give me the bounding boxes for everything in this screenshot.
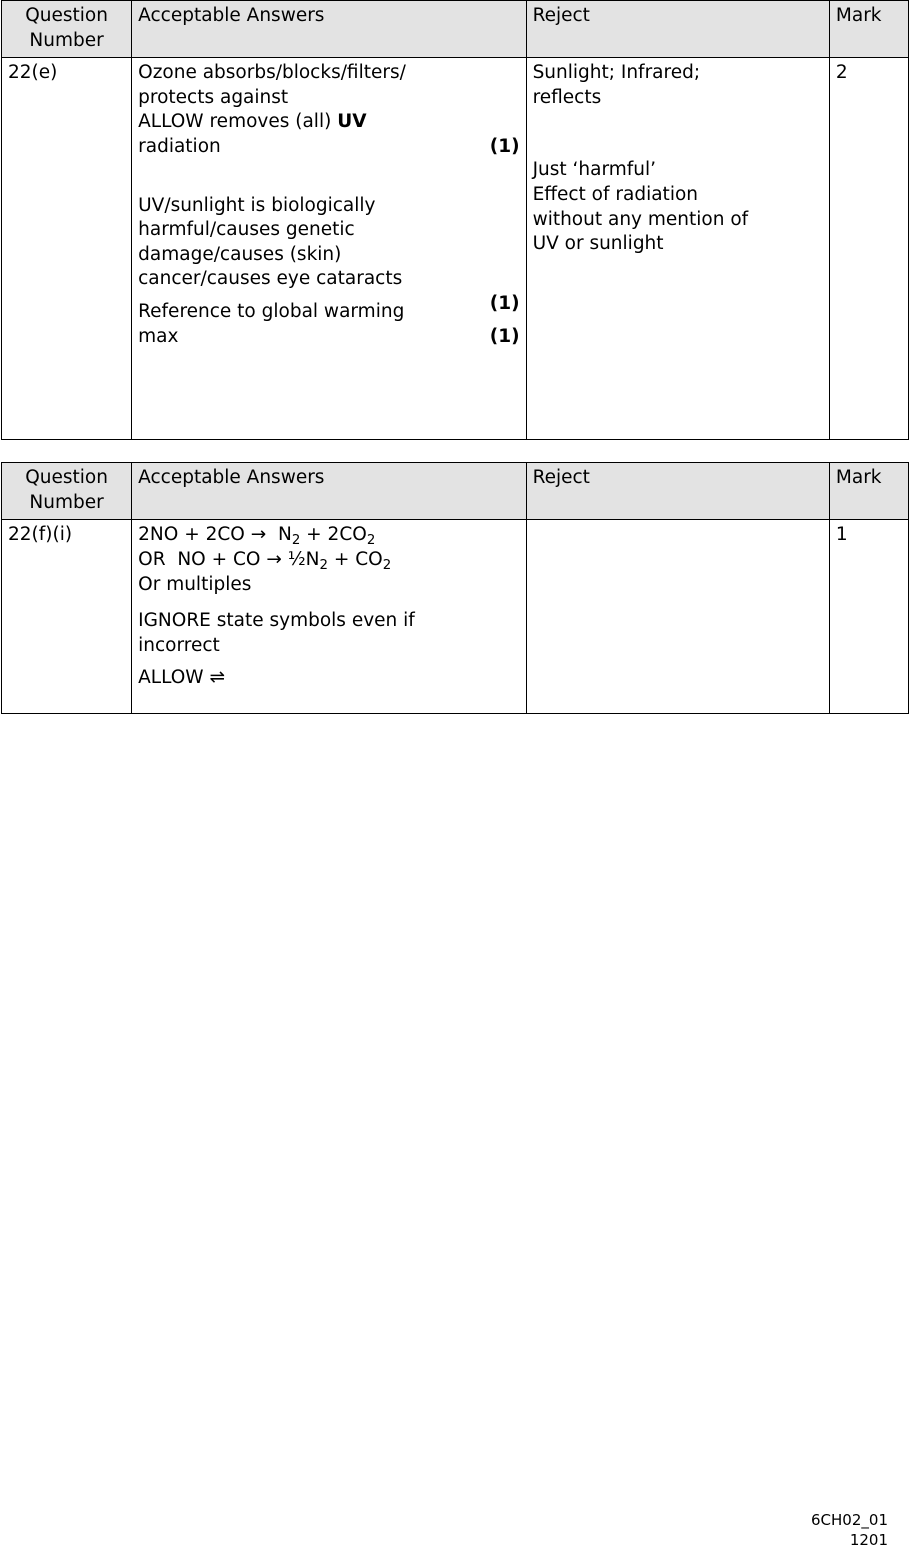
header-question-line1: Question <box>25 5 108 26</box>
answer-line-text: max <box>138 325 179 347</box>
header-mark: Mark <box>829 463 908 520</box>
answer-line: UV/sunlight is biologically <box>138 194 376 216</box>
table-header-row <box>2 463 909 520</box>
answer-line-with-mark <box>138 135 519 160</box>
answer-line-allow: ALLOW ⇌ <box>138 667 225 689</box>
footer-page-number: 1201 <box>849 1530 888 1549</box>
reject-cell <box>526 520 829 714</box>
answer-line-with-mark <box>138 325 519 350</box>
reject-line: Just ‘harmful’ <box>532 159 657 181</box>
acceptable-answers-cell <box>132 520 526 714</box>
mark-tag: (1) <box>489 135 520 157</box>
reject-cell <box>526 58 829 440</box>
table-row <box>2 58 909 440</box>
answer-line: Or multiples <box>138 573 252 595</box>
equation-line-2: OR NO + CO → $\frac{1}{2}N_2 + CO_2$ <box>138 548 392 573</box>
header-acceptable-answers: Acceptable Answers <box>132 463 526 520</box>
answer-line: cancer/causes eye cataracts <box>138 268 403 290</box>
answer-line-text: radiation <box>138 135 221 157</box>
mark-cell: 1 <box>829 520 908 714</box>
answer-line-allow: ALLOW removes (all) UV <box>138 111 367 133</box>
reject-line: Effect of radiation <box>532 183 698 205</box>
table-row <box>2 520 909 714</box>
mark-tag: (1) <box>489 325 520 347</box>
header-acceptable-answers: Acceptable Answers <box>132 1 526 58</box>
answer-line: Reference to global warming <box>138 300 405 322</box>
header-question-line2: Number <box>29 491 104 513</box>
answer-line: harmful/causes genetic <box>138 219 355 241</box>
reject-line: Sunlight; Infrared; <box>532 62 701 84</box>
page-footer <box>811 1510 888 1551</box>
header-reject: Reject <box>526 463 829 520</box>
equation-line-1: $2NO + 2CO \to N_2 + 2CO_2$ <box>138 524 376 549</box>
answer-block-3 <box>138 300 519 349</box>
header-question-line2: Number <box>29 29 104 51</box>
reject-block-2 <box>533 158 823 256</box>
reject-line: reflects <box>532 86 602 108</box>
table-header-row <box>2 1 909 58</box>
bold-uv: UV <box>337 111 367 133</box>
answer-line: incorrect <box>138 634 220 656</box>
mark-tag: (1) <box>489 292 520 314</box>
header-mark: Mark <box>829 1 908 58</box>
table-spacer <box>0 440 911 462</box>
reject-line: UV or sunlight <box>532 233 664 255</box>
footer-paper-code: 6CH02_01 <box>811 1510 888 1529</box>
reject-block-1 <box>533 61 823 110</box>
question-number-cell: 22(e) <box>2 58 132 440</box>
header-question-number <box>2 1 132 58</box>
header-reject: Reject <box>526 1 829 58</box>
header-question-line1: Question <box>25 467 108 489</box>
answer-line: IGNORE state symbols even if <box>138 610 415 632</box>
answer-line: Ozone absorbs/blocks/filters/ <box>138 62 406 84</box>
question-number-cell: 22(f)(i) <box>2 520 132 714</box>
mark-cell: 2 <box>829 58 908 440</box>
answer-block-1 <box>138 61 519 159</box>
reject-line: without any mention of <box>532 208 749 230</box>
mark-scheme-table-1 <box>1 0 909 440</box>
acceptable-answers-cell <box>132 58 526 440</box>
mark-scheme-table-2 <box>1 462 909 714</box>
answer-line: protects against <box>138 86 289 108</box>
answer-line: damage/causes (skin) <box>138 243 342 265</box>
header-question-number <box>2 463 132 520</box>
